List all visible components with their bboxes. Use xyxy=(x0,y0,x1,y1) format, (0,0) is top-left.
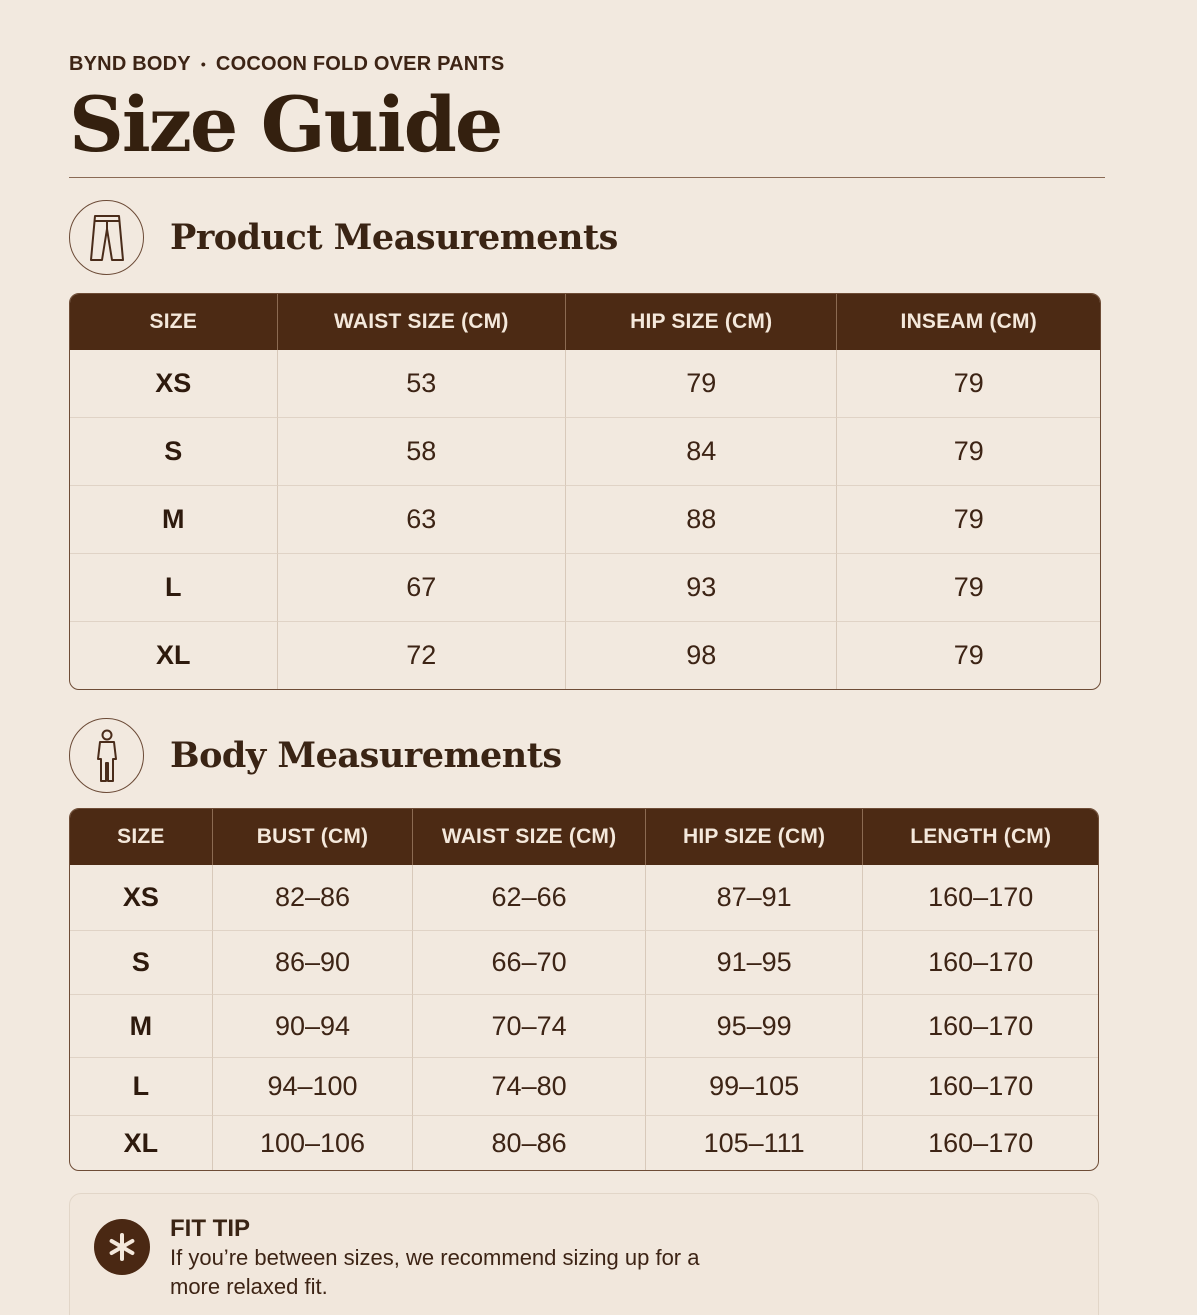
size-cell: XL xyxy=(70,621,277,689)
table-cell: 58 xyxy=(277,417,565,485)
table-cell: 53 xyxy=(277,350,565,417)
body-measurements-table xyxy=(69,808,1099,1171)
product-section-header xyxy=(69,200,618,275)
table-cell: 91–95 xyxy=(645,930,863,994)
column-header: LENGTH (CM) xyxy=(862,809,1098,865)
table-row xyxy=(70,350,1100,417)
table-cell: 84 xyxy=(565,417,836,485)
table-row xyxy=(70,1057,1098,1115)
size-cell: L xyxy=(70,553,277,621)
table-row xyxy=(70,553,1100,621)
table-row xyxy=(70,865,1098,930)
column-header: HIP SIZE (CM) xyxy=(565,294,836,350)
table-cell: 66–70 xyxy=(412,930,645,994)
table-cell: 67 xyxy=(277,553,565,621)
table-row xyxy=(70,1115,1098,1170)
table-cell: 80–86 xyxy=(412,1115,645,1170)
table-cell: 79 xyxy=(836,553,1100,621)
product-section-title: Product Measurements xyxy=(170,217,618,258)
table-cell: 100–106 xyxy=(212,1115,413,1170)
table-row xyxy=(70,930,1098,994)
size-cell: M xyxy=(70,485,277,553)
breadcrumb xyxy=(69,50,1105,78)
fit-tip-card xyxy=(69,1193,1099,1315)
table-cell: 99–105 xyxy=(645,1057,863,1115)
column-header: INSEAM (CM) xyxy=(836,294,1100,350)
table-row xyxy=(70,621,1100,689)
person-icon xyxy=(69,718,144,793)
table-cell: 79 xyxy=(836,417,1100,485)
product-measurements-table xyxy=(69,293,1101,690)
table-header-row xyxy=(70,294,1100,350)
table-cell: 160–170 xyxy=(862,865,1098,930)
separator-dot: • xyxy=(200,56,206,72)
pants-icon xyxy=(69,200,144,275)
table-cell: 160–170 xyxy=(862,1057,1098,1115)
table-cell: 63 xyxy=(277,485,565,553)
table-cell: 79 xyxy=(836,350,1100,417)
table-cell: 62–66 xyxy=(412,865,645,930)
table-cell: 90–94 xyxy=(212,994,413,1057)
table-row xyxy=(70,994,1098,1057)
column-header: SIZE xyxy=(70,294,277,350)
size-cell: XS xyxy=(122,882,159,912)
fit-tip-title: FIT TIP xyxy=(170,1215,250,1242)
column-header: WAIST SIZE (CM) xyxy=(412,809,645,865)
table-cell: 87–91 xyxy=(645,865,863,930)
table-cell: 93 xyxy=(565,553,836,621)
table-cell: 160–170 xyxy=(862,1115,1098,1170)
table-cell: 79 xyxy=(565,350,836,417)
fit-tip-text: If you’re between sizes, we recommend sizing up for a more relaxed fit. xyxy=(170,1245,700,1299)
table-cell: 105–111 xyxy=(645,1115,863,1170)
page-title: Size Guide xyxy=(69,80,502,169)
table-cell: 74–80 xyxy=(412,1057,645,1115)
table-cell: 70–74 xyxy=(412,994,645,1057)
table-row xyxy=(70,485,1100,553)
table-cell: 79 xyxy=(836,621,1100,689)
body-section-title: Body Measurements xyxy=(170,735,562,776)
size-cell: XL xyxy=(70,1115,212,1170)
product-name: COCOON FOLD OVER PANTS xyxy=(215,52,505,75)
size-cell: M xyxy=(70,994,212,1057)
page-header xyxy=(69,50,1105,170)
column-header: HIP SIZE (CM) xyxy=(645,809,863,865)
asterisk-icon xyxy=(94,1219,150,1275)
header-divider xyxy=(69,177,1105,178)
table-cell: 86–90 xyxy=(212,930,413,994)
table-row xyxy=(70,417,1100,485)
table-cell: 160–170 xyxy=(862,994,1098,1057)
table-cell: 79 xyxy=(836,485,1100,553)
table-cell: 82–86 xyxy=(212,865,413,930)
table-cell: 88 xyxy=(565,485,836,553)
column-header: BUST (CM) xyxy=(212,809,413,865)
column-header: SIZE xyxy=(70,809,212,865)
brand-name: BYND BODY xyxy=(69,52,191,75)
table-cell: 95–99 xyxy=(645,994,863,1057)
column-header: WAIST SIZE (CM) xyxy=(277,294,565,350)
size-cell: L xyxy=(70,1057,212,1115)
size-cell: S xyxy=(70,417,277,485)
table-cell: 72 xyxy=(277,621,565,689)
table-header-row xyxy=(70,809,1098,865)
size-cell: XS xyxy=(155,368,192,398)
body-section-header xyxy=(69,718,562,793)
table-cell: 94–100 xyxy=(212,1057,413,1115)
table-cell: 98 xyxy=(565,621,836,689)
size-cell: S xyxy=(70,930,212,994)
table-cell: 160–170 xyxy=(862,930,1098,994)
